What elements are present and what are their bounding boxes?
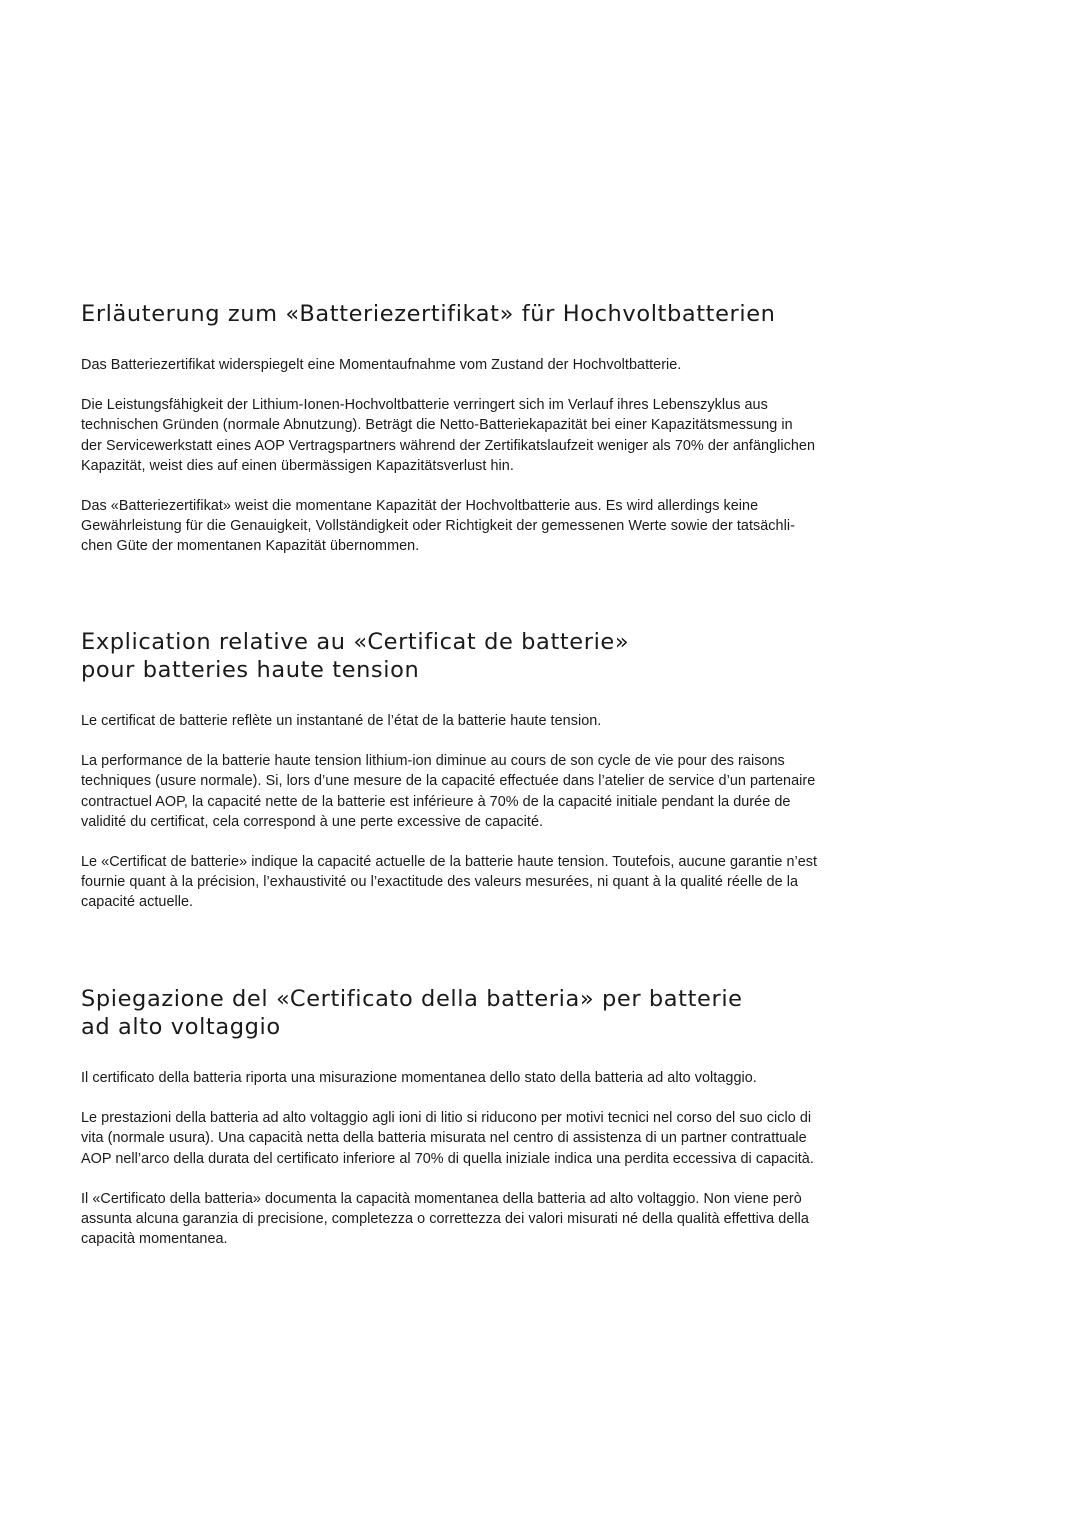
text-line: fournie quant à la précision, l’exhaustivité ou l’exactitude des valeurs mesurées, ni quant à la qualité réelle de la xyxy=(81,874,799,891)
section-heading xyxy=(81,628,911,684)
heading-line: ad alto voltaggio xyxy=(81,1014,281,1040)
heading-line: Explication relative au «Certificat de batterie» xyxy=(81,629,630,655)
section-heading xyxy=(81,300,911,328)
text-line: techniques (usure normale). Si, lors d’une mesure de la capacité effectuée dans l’atelier de service d’un partenaire xyxy=(81,773,816,790)
paragraph xyxy=(81,355,911,375)
text-line: Le prestazioni della batteria ad alto voltaggio agli ioni di litio si riducono per motivi tecnici nel corso del suo ciclo di xyxy=(81,1110,812,1127)
paragraph xyxy=(81,395,911,476)
section-italian xyxy=(81,985,911,1269)
text-line: Kapazität, weist dies auf einen übermässigen Kapazitätsverlust hin. xyxy=(81,457,514,474)
paragraph xyxy=(81,711,911,731)
text-line: capacité actuelle. xyxy=(81,894,194,911)
text-line: Il certificato della batteria riporta una misurazione momentanea dello stato della batteria ad alto voltaggio. xyxy=(81,1070,757,1086)
text-line: vita (normale usura). Una capacità netta della batteria misurata nel centro di assistenza di un partner contrattuale xyxy=(81,1130,807,1147)
text-line: Gewährleistung für die Genauigkeit, Vollständigkeit oder Richtigkeit der gemessenen Werte sowie der tatsächli- xyxy=(81,518,795,535)
paragraph xyxy=(81,1189,911,1250)
section-body xyxy=(81,711,911,913)
text-line: Il «Certificato della batteria» documenta la capacità momentanea della batteria ad alto voltaggio. Non viene però xyxy=(81,1190,802,1207)
text-line: AOP nell’arco della durata del certificato inferiore al 70% di quella iniziale indica una perdita eccessiva di capacità. xyxy=(81,1150,814,1167)
text-line: Le «Certificat de batterie» indique la capacité actuelle de la batterie haute tension. Toutefois, aucune garantie n’est xyxy=(81,854,818,871)
text-line: assunta alcuna garanzia di precisione, completezza o correttezza dei valori misurati né della qualità effettiva della xyxy=(81,1211,809,1228)
text-line: Das «Batteriezertifikat» weist die momentane Kapazität der Hochvoltbatterie aus. Es wird allerdings keine xyxy=(81,498,759,515)
paragraph xyxy=(81,1108,911,1169)
text-line: Die Leistungsfähigkeit der Lithium-Ionen-Hochvoltbatterie verringert sich im Verlauf ihres Lebenszyklus aus xyxy=(81,397,768,414)
section-body xyxy=(81,355,911,557)
heading-line: Spiegazione del «Certificato della batteria» per batterie xyxy=(81,986,743,1012)
section-german xyxy=(81,300,911,577)
section-body xyxy=(81,1068,911,1249)
paragraph xyxy=(81,496,911,557)
text-line: chen Güte der momentanen Kapazität übernommen. xyxy=(81,538,420,555)
heading-line: pour batteries haute tension xyxy=(81,657,420,683)
paragraph xyxy=(81,852,911,913)
section-french xyxy=(81,628,911,933)
heading-line: Erläuterung zum «Batteriezertifikat» für Hochvoltbatterien xyxy=(81,301,776,327)
text-line: contractuel AOP, la capacité nette de la batterie est inférieure à 70% de la capacité initiale pendant la durée de xyxy=(81,793,791,810)
text-line: der Servicewerkstatt eines AOP Vertragspartners während der Zertifikatslaufzeit weniger als 70% der anfänglichen xyxy=(81,437,816,454)
text-line: Le certificat de batterie reflète un instantané de l’état de la batterie haute tension. xyxy=(81,713,602,729)
text-line: La performance de la batterie haute tension lithium-ion diminue au cours de son cycle de vie pour des raisons xyxy=(81,753,785,770)
paragraph xyxy=(81,1068,911,1088)
text-line: Das Batteriezertifikat widerspiegelt eine Momentaufnahme vom Zustand der Hochvoltbatterie. xyxy=(81,357,682,373)
text-line: validité du certificat, cela correspond à une perte excessive de capacité. xyxy=(81,813,544,830)
text-line: technischen Gründen (normale Abnutzung). Beträgt die Netto-Batteriekapazität bei einer Kapazitätsmessung in xyxy=(81,417,793,434)
paragraph xyxy=(81,751,911,832)
text-line: capacità momentanea. xyxy=(81,1231,228,1248)
section-heading xyxy=(81,985,911,1041)
